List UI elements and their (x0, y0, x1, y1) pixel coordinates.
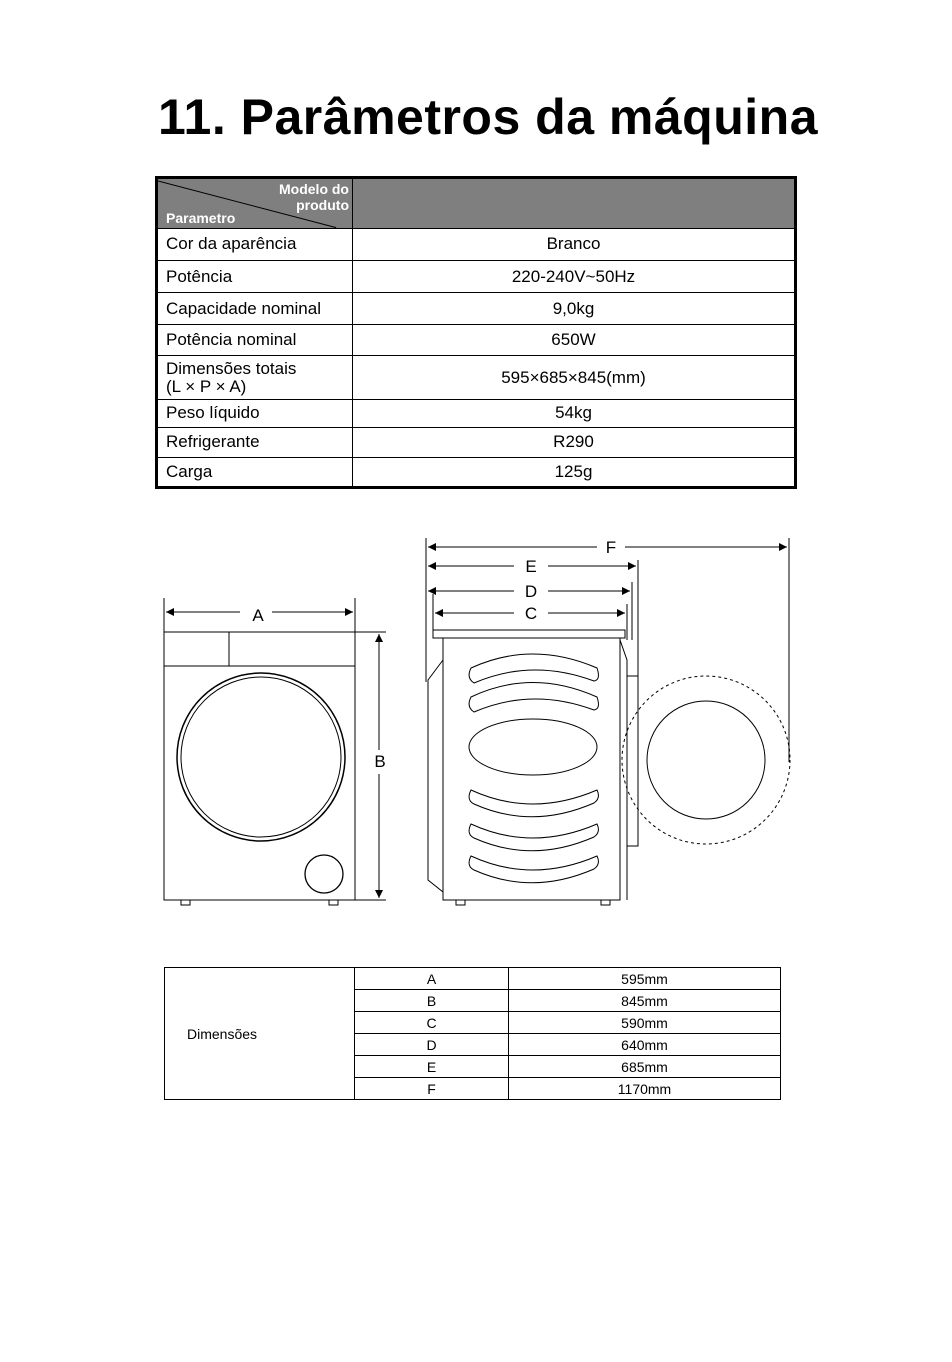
dimension-key: D (355, 1034, 509, 1056)
param-label: Capacidade nominal (157, 293, 353, 324)
front-view (164, 598, 386, 905)
param-value: 650W (353, 324, 796, 355)
dimension-value: 640mm (509, 1034, 781, 1056)
dimension-key: C (355, 1012, 509, 1034)
param-value: 54kg (353, 399, 796, 427)
dimension-key: B (355, 990, 509, 1012)
dimension-key: A (355, 968, 509, 990)
param-value: 9,0kg (353, 293, 796, 324)
param-value: 220-240V~50Hz (353, 261, 796, 293)
side-view (426, 538, 790, 905)
door-hinge-side (627, 676, 638, 846)
dimension-value: 590mm (509, 1012, 781, 1034)
param-label: Refrigerante (157, 428, 353, 457)
dimension-key: F (355, 1078, 509, 1100)
param-label: Cor da aparência (157, 228, 353, 260)
back-bulge (428, 660, 443, 892)
vent-slot (469, 790, 598, 817)
param-value: 595×685×845(mm) (353, 356, 796, 400)
dim-label-a: A (252, 606, 264, 625)
param-label: Potência (157, 261, 353, 293)
dimension-value: 845mm (509, 990, 781, 1012)
dimension-value: 1170mm (509, 1078, 781, 1100)
page-title: 11. Parâmetros da máquina (158, 89, 819, 145)
param-label: Carga (157, 457, 353, 487)
header-model-text: Modelo do produto (279, 181, 349, 213)
dimension-row (165, 968, 781, 990)
param-label-line2: (L × P × A) (166, 376, 247, 396)
param-value: R290 (353, 428, 796, 457)
foot-right (329, 900, 338, 905)
filter-cover (305, 855, 343, 893)
top-lid (433, 630, 625, 638)
side-oval-panel (469, 719, 597, 775)
dim-label-f: F (605, 538, 617, 557)
side-foot-back (456, 900, 465, 905)
side-foot-front (601, 900, 610, 905)
front-body (164, 632, 355, 900)
param-label-line1: Dimensões totais (166, 358, 297, 378)
dimension-value: 685mm (509, 1056, 781, 1078)
param-label: Peso líquido (157, 399, 353, 427)
door-outer (177, 673, 345, 841)
vent-slot (469, 654, 598, 683)
open-door-glass (647, 701, 765, 819)
dimensions-table (164, 967, 781, 1100)
dim-label-e: E (525, 557, 537, 576)
dim-label-d: D (524, 582, 538, 601)
vent-slot (469, 856, 598, 883)
front-panel-edge (620, 640, 627, 900)
header-param-label: Parametro (166, 209, 236, 226)
dimension-value: 595mm (509, 968, 781, 990)
vent-slot (469, 683, 598, 713)
param-value: 125g (353, 457, 796, 487)
param-value: Branco (353, 228, 796, 260)
dim-label-c: C (524, 604, 538, 623)
foot-left (181, 900, 190, 905)
door-inner (181, 677, 341, 837)
param-label: Potência nominal (157, 324, 353, 355)
dimensions-label: Dimensões (165, 968, 355, 1100)
dim-label-b: B (374, 752, 386, 771)
dimension-key: E (355, 1056, 509, 1078)
vent-slot (469, 824, 598, 851)
